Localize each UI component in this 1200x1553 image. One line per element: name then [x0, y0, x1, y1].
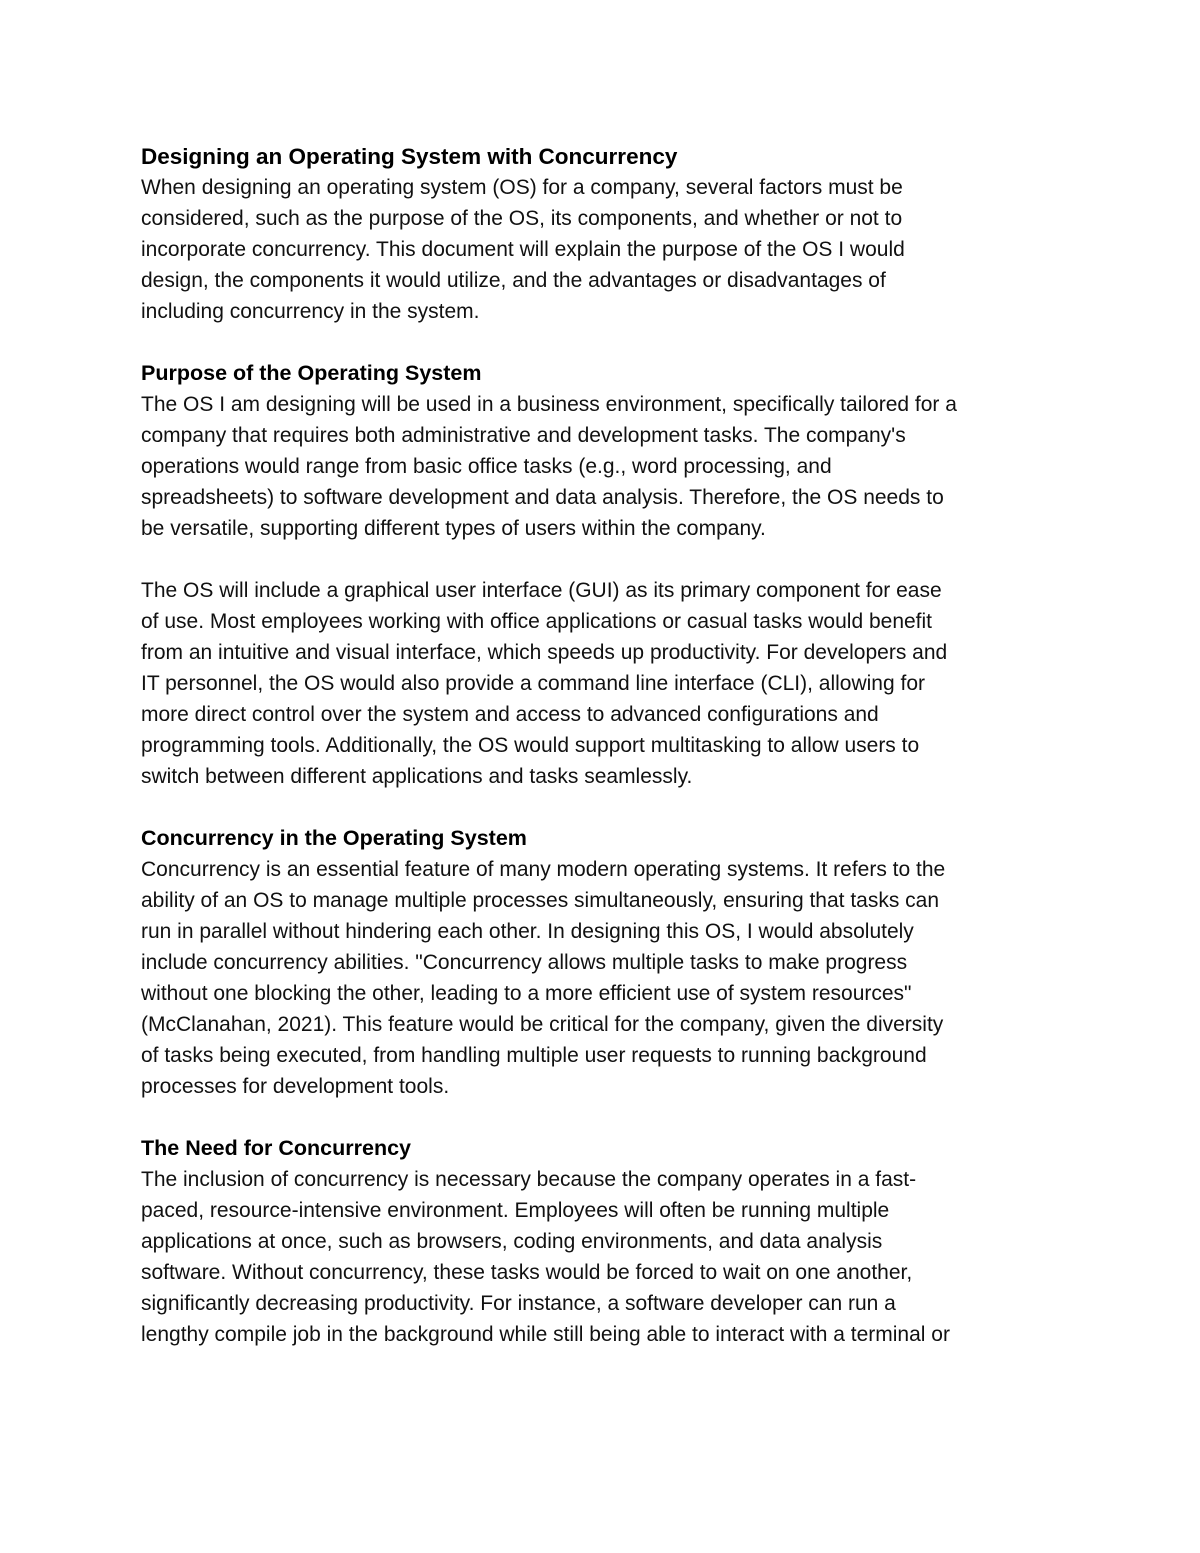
- text-line: (McClanahan, 2021). This feature would be critical for the company, given the diversity: [141, 1013, 944, 1036]
- text-line: more direct control over the system and access to advanced configurations and: [141, 703, 879, 726]
- text-line: considered, such as the purpose of the OS, its components, and whether or not to: [141, 207, 903, 230]
- text-line: operations would range from basic office tasks (e.g., word processing, and: [141, 455, 832, 478]
- section-heading-purpose: Purpose of the Operating System: [141, 361, 482, 385]
- text-line: The OS will include a graphical user interface (GUI) as its primary component for ease: [141, 579, 942, 602]
- text-line: of use. Most employees working with office applications or casual tasks would benefit: [141, 610, 933, 633]
- text-line: spreadsheets) to software development and data analysis. Therefore, the OS needs to: [141, 486, 944, 509]
- paragraph-spacer: [141, 327, 1071, 358]
- text-line: run in parallel without hindering each other. In designing this OS, I would absolutely: [141, 920, 914, 943]
- text-line: include concurrency abilities. "Concurrency allows multiple tasks to make progress: [141, 951, 908, 974]
- document-title: Designing an Operating System with Concurrency: [141, 144, 678, 169]
- text-line: Concurrency is an essential feature of many modern operating systems. It refers to the: [141, 858, 946, 881]
- purpose-paragraph-1: [141, 389, 1071, 544]
- text-line: design, the components it would utilize, and the advantages or disadvantages of: [141, 269, 886, 292]
- purpose-paragraph-2: [141, 575, 1071, 792]
- concurrency-paragraph: [141, 854, 1071, 1102]
- text-line: applications at once, such as browsers, coding environments, and data analysis: [141, 1230, 883, 1253]
- text-line: incorporate concurrency. This document will explain the purpose of the OS I would: [141, 238, 905, 261]
- text-line: without one blocking the other, leading to a more efficient use of system resources": [141, 982, 912, 1005]
- paragraph-spacer: [141, 544, 1071, 575]
- text-line: including concurrency in the system.: [141, 300, 480, 323]
- paragraph-spacer: [141, 1102, 1071, 1133]
- text-line: The OS I am designing will be used in a business environment, specifically tailored for a: [141, 393, 957, 416]
- intro-paragraph: [141, 172, 1071, 327]
- need-paragraph: [141, 1164, 1071, 1350]
- text-line: from an intuitive and visual interface, which speeds up productivity. For developers and: [141, 641, 948, 664]
- document-body: [141, 141, 1071, 1350]
- text-line: of tasks being executed, from handling multiple user requests to running background: [141, 1044, 927, 1067]
- section-heading-need: The Need for Concurrency: [141, 1136, 411, 1160]
- paragraph-spacer: [141, 792, 1071, 823]
- text-line: lengthy compile job in the background while still being able to interact with a terminal or: [141, 1323, 950, 1346]
- text-line: ability of an OS to manage multiple processes simultaneously, ensuring that tasks can: [141, 889, 940, 912]
- text-line: company that requires both administrative and development tasks. The company's: [141, 424, 906, 447]
- text-line: The inclusion of concurrency is necessary because the company operates in a fast-: [141, 1168, 917, 1191]
- text-line: IT personnel, the OS would also provide a command line interface (CLI), allowing for: [141, 672, 926, 695]
- text-line: switch between different applications and tasks seamlessly.: [141, 765, 693, 788]
- text-line: be versatile, supporting different types of users within the company.: [141, 517, 766, 540]
- text-line: processes for development tools.: [141, 1075, 450, 1098]
- text-line: software. Without concurrency, these tasks would be forced to wait on one another,: [141, 1261, 913, 1284]
- text-line: paced, resource-intensive environment. Employees will often be running multiple: [141, 1199, 890, 1222]
- text-line: programming tools. Additionally, the OS would support multitasking to allow users to: [141, 734, 920, 757]
- text-line: When designing an operating system (OS) for a company, several factors must be: [141, 176, 903, 199]
- section-heading-concurrency: Concurrency in the Operating System: [141, 826, 527, 850]
- text-line: significantly decreasing productivity. For instance, a software developer can run a: [141, 1292, 896, 1315]
